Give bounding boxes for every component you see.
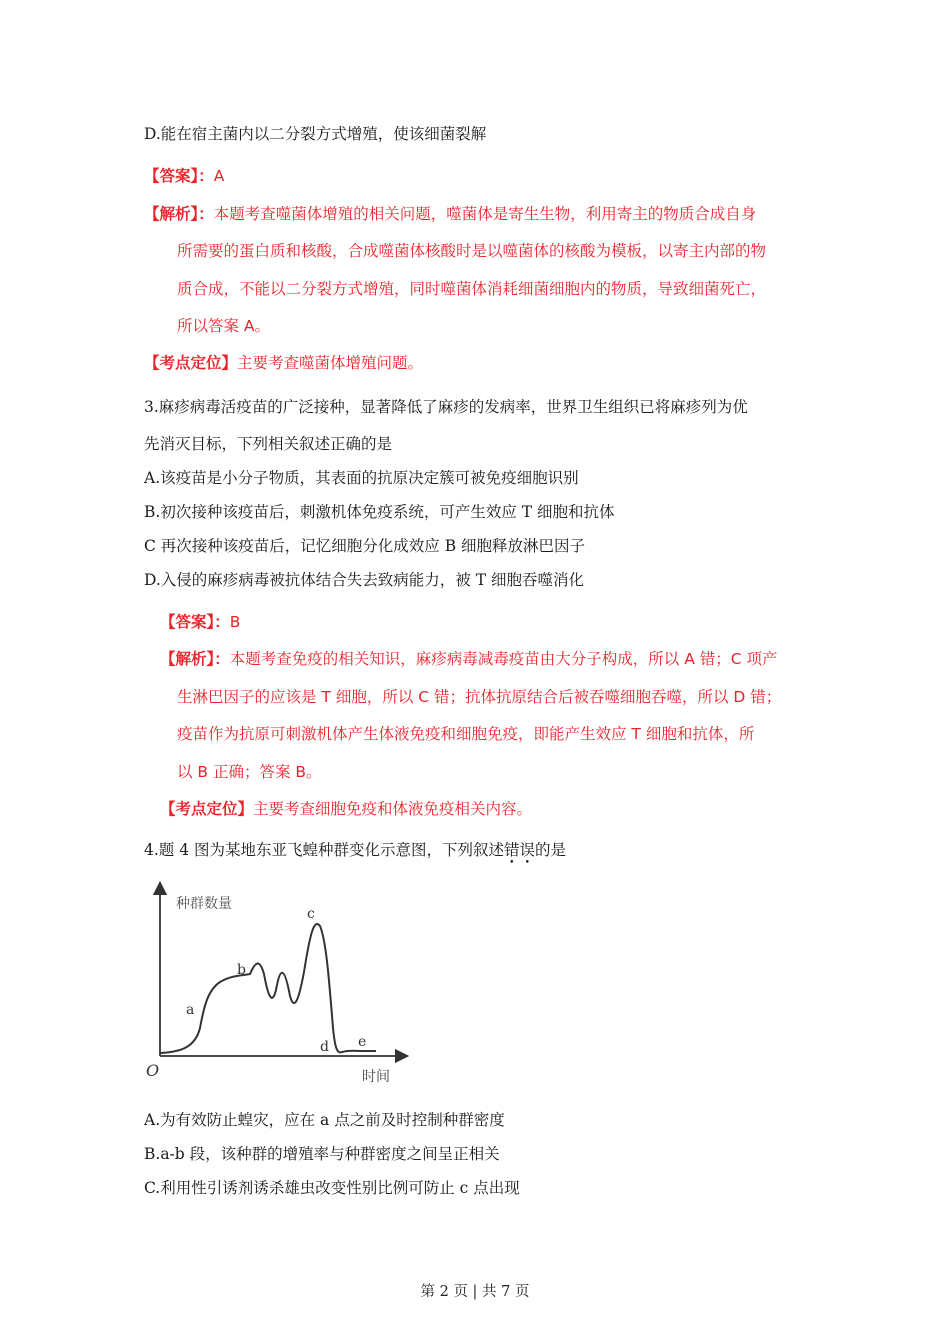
q4-option-c: C.利用性引诱剂诱杀雄虫改变性别比例可防止 c 点出现 (144, 1179, 520, 1197)
origin-label: O (146, 1061, 160, 1080)
q3-analysis-line1 (160, 649, 777, 669)
point-label-e: e (358, 1034, 367, 1050)
q3-analysis-line4: 以 B 正确；答案 B。 (177, 763, 322, 781)
q3-option-d: D.入侵的麻疹病毒被抗体结合失去致病能力，被 T 细胞吞噬消化 (144, 571, 584, 589)
answer-label: 【答案】： (144, 167, 214, 185)
population-chart (140, 878, 410, 1093)
q2-option-d: D.能在宿主菌内以二分裂方式增殖，使该细菌裂解 (144, 125, 487, 143)
q2-analysis-line2: 所需要的蛋白质和核酸，合成噬菌体核酸时是以噬菌体的核酸为模板，以寄主内部的物 (177, 242, 767, 260)
page-footer: 第 2 页 | 共 7 页 (420, 1284, 530, 1300)
analysis-text: 本题考查噬菌体增殖的相关问题，噬菌体是寄生生物，利用寄主的物质合成自身 (213, 205, 757, 223)
point-label: 【考点定位】 (144, 354, 238, 372)
q3-analysis-line2: 生淋巴因子的应该是 T 细胞，所以 C 错；抗体抗原结合后被吞噬细胞吞噬，所以 D 错； (177, 688, 782, 706)
q2-analysis-line3: 质合成，不能以二分裂方式增殖，同时噬菌体消耗细菌细胞内的物质，导致细菌死亡， (177, 280, 767, 298)
point-label-c: c (307, 906, 315, 922)
point-label: 【考点定位】 (160, 800, 254, 818)
q2-analysis-line1 (144, 204, 756, 224)
q3-option-a: A.该疫苗是小分子物质，其表面的抗原决定簇可被免疫细胞识别 (144, 469, 579, 487)
q4-option-b: B.a-b 段，该种群的增殖率与种群密度之间呈正相关 (144, 1145, 500, 1163)
y-axis-label: 种群数量 (176, 896, 232, 912)
q4-stem-before: 4.题 4 图为某地东亚飞蝗种群变化示意图，下列叙述 (144, 841, 505, 859)
point-label-b: b (237, 962, 246, 978)
q3-option-c: C 再次接种该疫苗后，记忆细胞分化成效应 B 细胞释放淋巴因子 (144, 537, 586, 555)
q3-point (160, 799, 532, 819)
q3-answer (160, 612, 240, 632)
population-curve (160, 924, 376, 1053)
point-label-a: a (186, 1002, 195, 1018)
analysis-label: 【解析】： (144, 205, 214, 223)
q2-answer (144, 166, 224, 186)
answer-label: 【答案】： (160, 613, 230, 631)
analysis-text: 本题考查免疫的相关知识，麻疹病毒减毒疫苗由大分子构成，所以 A 错；C 项产 (229, 650, 778, 668)
emphasis-char-2: 误 (519, 841, 536, 859)
point-text: 主要考查细胞免疫和体液免疫相关内容。 (253, 800, 533, 818)
q3-option-b: B.初次接种该疫苗后，刺激机体免疫系统，可产生效应 T 细胞和抗体 (144, 503, 615, 521)
q2-analysis-line4: 所以答案 A。 (177, 317, 271, 335)
x-axis-label: 时间 (362, 1069, 390, 1085)
q4-stem (144, 840, 566, 860)
q3-analysis-line3: 疫苗作为抗原可刺激机体产生体液免疫和细胞免疫，即能产生效应 T 细胞和抗体，所 (177, 725, 755, 743)
analysis-label: 【解析】： (160, 650, 230, 668)
answer-value: A (213, 167, 225, 185)
q2-point (144, 353, 423, 373)
q3-stem-line1: 3.麻疹病毒活疫苗的广泛接种，显著降低了麻疹的发病率，世界卫生组织已将麻疹列为优 (144, 398, 748, 416)
point-text: 主要考查噬菌体增殖问题。 (237, 354, 424, 372)
q4-option-a: A.为有效防止蝗灾，应在 a 点之前及时控制种群密度 (144, 1111, 505, 1129)
answer-value: B (229, 613, 241, 631)
emphasis-char-1: 错 (504, 841, 520, 859)
point-label-d: d (320, 1039, 329, 1055)
q4-stem-after: 的是 (535, 841, 567, 859)
q3-stem-line2: 先消灭目标，下列相关叙述正确的是 (144, 435, 393, 453)
